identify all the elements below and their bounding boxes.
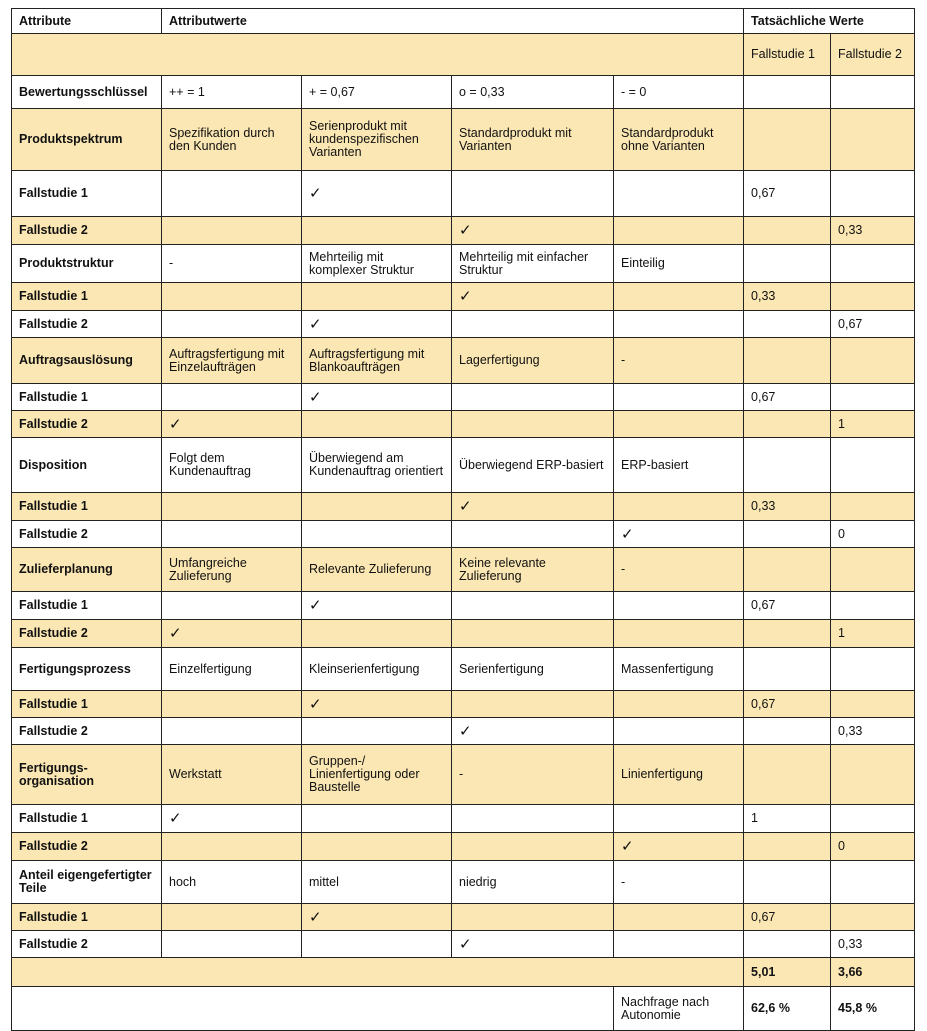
cell-value-1: ++ = 1 — [162, 76, 302, 109]
case-study-label: Fallstudie 1 — [12, 904, 162, 931]
cell-value-4 — [614, 620, 744, 648]
sum-row — [12, 958, 915, 987]
cell-value-1 — [162, 493, 302, 521]
cell-value-4 — [614, 384, 744, 411]
cell-fallstudie-2-value — [831, 338, 915, 384]
check-icon: ✓ — [302, 904, 452, 931]
cell-value-3 — [452, 833, 614, 861]
case-study-label: Fallstudie 2 — [12, 833, 162, 861]
cell-fallstudie-1-value — [744, 338, 831, 384]
cell-value-3 — [452, 805, 614, 833]
cell-fallstudie-1-value — [744, 648, 831, 691]
header-row — [12, 9, 915, 34]
cell-fallstudie-2-value: 1 — [831, 620, 915, 648]
attribute-name: Produktspektrum — [12, 109, 162, 171]
evaluation-table — [11, 8, 915, 1031]
cell-fallstudie-2-value: 0 — [831, 521, 915, 548]
check-icon: ✓ — [302, 691, 452, 718]
cell-fallstudie-1-value: 0,67 — [744, 171, 831, 217]
attribute-name: Produktstruktur — [12, 245, 162, 283]
subheader-fallstudie-1: Fallstudie 1 — [744, 34, 831, 76]
check-icon: ✓ — [162, 620, 302, 648]
case-study-label: Fallstudie 1 — [12, 691, 162, 718]
case-study-label: Fallstudie 2 — [12, 718, 162, 745]
cell-value-4 — [614, 931, 744, 958]
cell-value-3: - — [452, 745, 614, 805]
header-attributwerte: Attributwerte — [162, 9, 744, 34]
check-icon: ✓ — [452, 283, 614, 311]
cell-value-2: Überwiegend am Kundenauftrag orientiert — [302, 438, 452, 493]
cell-fallstudie-2-value — [831, 592, 915, 620]
cell-value-4: - = 0 — [614, 76, 744, 109]
subheader-row — [12, 34, 915, 76]
cell-value-3: Lagerfertigung — [452, 338, 614, 384]
cell-value-4: Linienfertigung — [614, 745, 744, 805]
case-study-label: Fallstudie 2 — [12, 311, 162, 338]
cell-fallstudie-1-value — [744, 548, 831, 592]
cell-value-3: o = 0,33 — [452, 76, 614, 109]
cell-value-2 — [302, 521, 452, 548]
case-study-row — [12, 592, 915, 620]
case-study-row — [12, 620, 915, 648]
case-study-row — [12, 691, 915, 718]
cell-value-3 — [452, 411, 614, 438]
cell-fallstudie-2-value — [831, 648, 915, 691]
cell-value-2: mittel — [302, 861, 452, 904]
cell-value-4 — [614, 805, 744, 833]
check-icon: ✓ — [162, 805, 302, 833]
cell-value-4 — [614, 904, 744, 931]
check-icon: ✓ — [302, 592, 452, 620]
case-study-label: Fallstudie 2 — [12, 217, 162, 245]
cell-value-2 — [302, 493, 452, 521]
cell-value-2 — [302, 931, 452, 958]
attribute-name: Anteil eigengefertigter Teile — [12, 861, 162, 904]
cell-fallstudie-1-value — [744, 620, 831, 648]
cell-fallstudie-2-value — [831, 548, 915, 592]
cell-value-1: hoch — [162, 861, 302, 904]
cell-value-4 — [614, 691, 744, 718]
cell-value-3: Überwiegend ERP-basiert — [452, 438, 614, 493]
cell-value-3 — [452, 171, 614, 217]
header-tatsaechliche-werte: Tatsächliche Werte — [744, 9, 915, 34]
cell-value-1 — [162, 718, 302, 745]
cell-fallstudie-1-value: 0,33 — [744, 493, 831, 521]
cell-fallstudie-2-value — [831, 109, 915, 171]
cell-fallstudie-1-value: 0,67 — [744, 904, 831, 931]
cell-value-3 — [452, 384, 614, 411]
cell-value-1 — [162, 384, 302, 411]
cell-value-1 — [162, 931, 302, 958]
cell-value-1 — [162, 592, 302, 620]
cell-value-2 — [302, 718, 452, 745]
cell-fallstudie-2-value — [831, 745, 915, 805]
attribute-name: Zulieferplanung — [12, 548, 162, 592]
cell-value-4 — [614, 718, 744, 745]
cell-value-2: Auftragsfertigung mit Blankoaufträgen — [302, 338, 452, 384]
attribute-name: Fertigungsprozess — [12, 648, 162, 691]
cell-value-3 — [452, 620, 614, 648]
attribute-row — [12, 861, 915, 904]
cell-fallstudie-1-value — [744, 245, 831, 283]
case-study-label: Fallstudie 1 — [12, 805, 162, 833]
cell-fallstudie-1-value — [744, 76, 831, 109]
case-study-row — [12, 521, 915, 548]
cell-value-4 — [614, 311, 744, 338]
cell-fallstudie-1-value — [744, 438, 831, 493]
case-study-row — [12, 217, 915, 245]
cell-value-1: Umfangreiche Zulieferung — [162, 548, 302, 592]
case-study-row — [12, 171, 915, 217]
cell-fallstudie-1-value — [744, 109, 831, 171]
cell-value-4: - — [614, 338, 744, 384]
cell-fallstudie-1-value — [744, 521, 831, 548]
cell-value-3: Serienfertigung — [452, 648, 614, 691]
cell-value-2: Kleinserienfertigung — [302, 648, 452, 691]
cell-value-1: Einzelfertigung — [162, 648, 302, 691]
cell-value-3: Keine relevante Zulieferung — [452, 548, 614, 592]
attribute-name: Bewertungsschlüssel — [12, 76, 162, 109]
case-study-row — [12, 904, 915, 931]
cell-fallstudie-1-value — [744, 745, 831, 805]
cell-value-2 — [302, 411, 452, 438]
cell-value-2 — [302, 217, 452, 245]
cell-value-4: - — [614, 861, 744, 904]
cell-fallstudie-2-value — [831, 76, 915, 109]
cell-value-2: Mehrteilig mit komplexer Struktur — [302, 245, 452, 283]
cell-value-2: + = 0,67 — [302, 76, 452, 109]
cell-fallstudie-1-value: 0,67 — [744, 691, 831, 718]
cell-value-1: - — [162, 245, 302, 283]
case-study-label: Fallstudie 1 — [12, 283, 162, 311]
cell-value-1 — [162, 521, 302, 548]
cell-fallstudie-1-value — [744, 833, 831, 861]
check-icon: ✓ — [302, 311, 452, 338]
cell-value-1 — [162, 283, 302, 311]
cell-value-3: niedrig — [452, 861, 614, 904]
cell-value-3: Standardprodukt mit Varianten — [452, 109, 614, 171]
cell-value-2: Gruppen-/ Linienfertigung oder Baustelle — [302, 745, 452, 805]
case-study-row — [12, 411, 915, 438]
attribute-row — [12, 76, 915, 109]
case-study-label: Fallstudie 2 — [12, 521, 162, 548]
cell-value-1 — [162, 691, 302, 718]
cell-fallstudie-2-value — [831, 171, 915, 217]
cell-value-1 — [162, 217, 302, 245]
cell-value-3: Mehrteilig mit einfacher Struktur — [452, 245, 614, 283]
cell-fallstudie-1-value — [744, 217, 831, 245]
attribute-row — [12, 548, 915, 592]
sum-fallstudie-2: 3,66 — [831, 958, 915, 987]
case-study-label: Fallstudie 2 — [12, 620, 162, 648]
cell-value-1: Folgt dem Kundenauftrag — [162, 438, 302, 493]
attribute-row — [12, 745, 915, 805]
sum-blank — [12, 958, 744, 987]
cell-value-1: Spezifikation durch den Kunden — [162, 109, 302, 171]
check-icon: ✓ — [452, 718, 614, 745]
cell-fallstudie-2-value: 0,33 — [831, 718, 915, 745]
autonomy-label: Nachfrage nach Autonomie — [614, 987, 744, 1031]
cell-value-1 — [162, 171, 302, 217]
check-icon: ✓ — [452, 493, 614, 521]
case-study-label: Fallstudie 1 — [12, 384, 162, 411]
case-study-row — [12, 931, 915, 958]
cell-fallstudie-2-value — [831, 861, 915, 904]
cell-fallstudie-2-value: 0 — [831, 833, 915, 861]
cell-fallstudie-2-value — [831, 283, 915, 311]
cell-value-2 — [302, 620, 452, 648]
cell-value-3 — [452, 311, 614, 338]
cell-fallstudie-1-value — [744, 311, 831, 338]
cell-value-2 — [302, 833, 452, 861]
attribute-row — [12, 245, 915, 283]
attribute-name: Auftragsauslösung — [12, 338, 162, 384]
cell-value-4 — [614, 283, 744, 311]
check-icon: ✓ — [452, 217, 614, 245]
cell-fallstudie-1-value — [744, 411, 831, 438]
cell-value-2: Serienprodukt mit kundenspezifischen Varianten — [302, 109, 452, 171]
cell-value-1: Werkstatt — [162, 745, 302, 805]
attribute-row — [12, 338, 915, 384]
sum-fallstudie-1: 5,01 — [744, 958, 831, 987]
case-study-row — [12, 805, 915, 833]
cell-value-4: ERP-basiert — [614, 438, 744, 493]
attribute-row — [12, 648, 915, 691]
cell-value-1 — [162, 311, 302, 338]
cell-fallstudie-1-value — [744, 718, 831, 745]
check-icon: ✓ — [452, 931, 614, 958]
autonomy-fallstudie-1: 62,6 % — [744, 987, 831, 1031]
cell-fallstudie-1-value: 0,67 — [744, 592, 831, 620]
check-icon: ✓ — [162, 411, 302, 438]
cell-fallstudie-2-value — [831, 691, 915, 718]
case-study-label: Fallstudie 2 — [12, 931, 162, 958]
check-icon: ✓ — [302, 171, 452, 217]
cell-value-3 — [452, 904, 614, 931]
cell-value-4 — [614, 171, 744, 217]
cell-value-4: Einteilig — [614, 245, 744, 283]
cell-fallstudie-2-value: 0,33 — [831, 217, 915, 245]
attribute-row — [12, 109, 915, 171]
cell-fallstudie-2-value — [831, 384, 915, 411]
case-study-row — [12, 384, 915, 411]
check-icon: ✓ — [302, 384, 452, 411]
cell-value-1 — [162, 904, 302, 931]
cell-fallstudie-2-value — [831, 438, 915, 493]
cell-value-4 — [614, 411, 744, 438]
autonomy-fallstudie-2: 45,8 % — [831, 987, 915, 1031]
cell-value-1: Auftragsfertigung mit Einzelaufträgen — [162, 338, 302, 384]
header-attribute: Attribute — [12, 9, 162, 34]
cell-fallstudie-2-value: 0,67 — [831, 311, 915, 338]
check-icon: ✓ — [614, 521, 744, 548]
case-study-row — [12, 311, 915, 338]
case-study-label: Fallstudie 1 — [12, 171, 162, 217]
cell-fallstudie-1-value: 0,67 — [744, 384, 831, 411]
cell-fallstudie-1-value — [744, 861, 831, 904]
cell-value-3 — [452, 592, 614, 620]
attribute-row — [12, 438, 915, 493]
subheader-blank — [12, 34, 744, 76]
cell-fallstudie-2-value — [831, 493, 915, 521]
case-study-row — [12, 718, 915, 745]
cell-fallstudie-2-value — [831, 245, 915, 283]
subheader-fallstudie-2: Fallstudie 2 — [831, 34, 915, 76]
cell-value-4: Massenfertigung — [614, 648, 744, 691]
cell-value-4 — [614, 592, 744, 620]
cell-fallstudie-1-value: 1 — [744, 805, 831, 833]
cell-value-4: Standardprodukt ohne Varianten — [614, 109, 744, 171]
case-study-row — [12, 493, 915, 521]
cell-value-4 — [614, 217, 744, 245]
case-study-row — [12, 833, 915, 861]
case-study-label: Fallstudie 2 — [12, 411, 162, 438]
cell-fallstudie-2-value — [831, 805, 915, 833]
cell-fallstudie-1-value: 0,33 — [744, 283, 831, 311]
case-study-row — [12, 283, 915, 311]
cell-value-2 — [302, 283, 452, 311]
check-icon: ✓ — [614, 833, 744, 861]
attribute-name: Fertigungs-organisation — [12, 745, 162, 805]
cell-fallstudie-2-value — [831, 904, 915, 931]
evaluation-table-container — [11, 8, 915, 1031]
cell-value-2 — [302, 805, 452, 833]
cell-value-1 — [162, 833, 302, 861]
case-study-label: Fallstudie 1 — [12, 493, 162, 521]
cell-fallstudie-1-value — [744, 931, 831, 958]
cell-value-4 — [614, 493, 744, 521]
case-study-label: Fallstudie 1 — [12, 592, 162, 620]
cell-value-3 — [452, 521, 614, 548]
cell-fallstudie-2-value: 1 — [831, 411, 915, 438]
attribute-name: Disposition — [12, 438, 162, 493]
cell-value-2: Relevante Zulieferung — [302, 548, 452, 592]
cell-value-4: - — [614, 548, 744, 592]
cell-value-3 — [452, 691, 614, 718]
cell-fallstudie-2-value: 0,33 — [831, 931, 915, 958]
